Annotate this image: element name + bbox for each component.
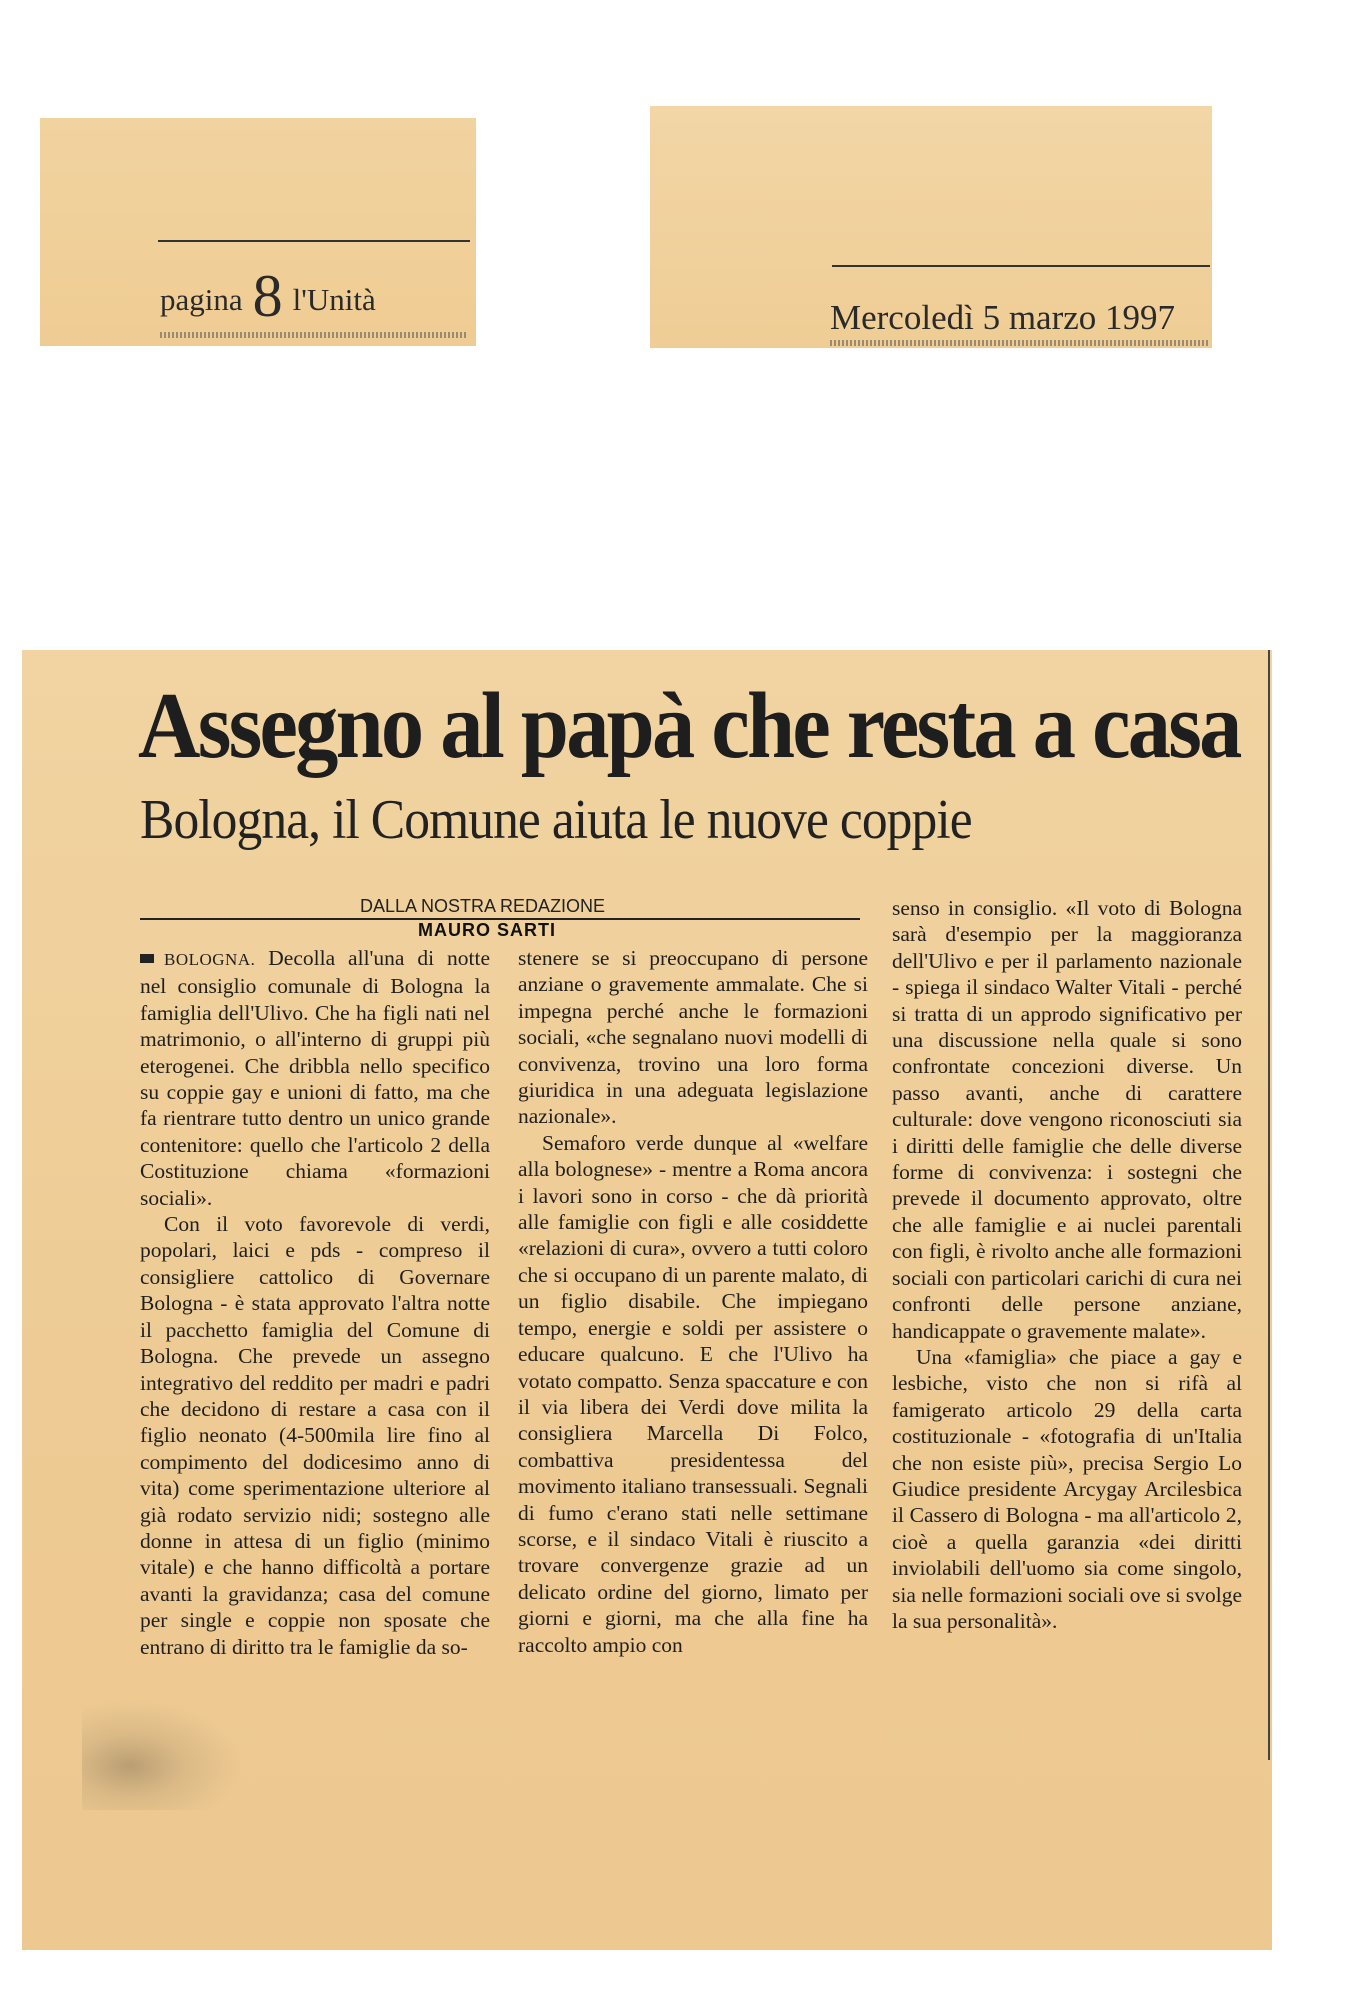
author-name: MAURO SARTI <box>418 920 556 940</box>
column-edge-rule <box>1268 650 1270 1760</box>
paper-stain <box>82 1700 242 1810</box>
paragraph: Con il voto favorevole di verdi, popolari, laici e pds - compreso il consigliere cattolico di Governare Bologna - è stata approvato l'altra notte il pacchetto famiglia del Comune di Bologna. Che prevede un assegno integrativo del reddito per madri e padri che decidono di restare a casa con il figlio neonato (4-500mila lire fino al compimento del dodicesimo anno di vita) come sperimentazione ulteriore al già rodato servizio nidi; sostegno alle donne in attesa di un figlio (minimo vitale) e che hanno difficoltà a portare avanti la gravidanza; casa del comune per single e coppie non sposate che entrano di diritto tra le famiglie da so- <box>140 1212 490 1659</box>
byline-label: DALLA NOSTRA REDAZIONE <box>360 896 606 916</box>
paragraph: Una «famiglia» che piace a gay e lesbiche, visto che non si rifà al famigerato articolo 29 della carta costituzionale - «fotografia di un'Italia che non esiste più», precisa Sergio Lo Giudice presidente Arcygay Arcilesbica il Cassero di Bologna - ma all'articolo 2, cioè a quella garanzia «dei diritti inviolabili dell'uomo sia come singolo, sia nelle formazioni sociali ove si svolge la sua personalità». <box>892 1344 1242 1633</box>
article-column-2 <box>518 945 868 1658</box>
subheadline: Bologna, il Comune aiuta le nuove coppie <box>140 789 972 851</box>
dateline: BOLOGNA. <box>164 950 256 969</box>
lead-text: Decolla all'una di notte nel consiglio comunale di Bologna la famiglia dell'Ulivo. Che ha figli nati nel matrimonio, o all'interno di gruppi più eterogenei. Che dribbla nello specifico su coppie gay e unioni di fatto, ma che fa rientrare tutto dentro un unico grande contenitore: quello che l'articolo 2 della Costituzione chiama «formazioni sociali». <box>140 946 490 1210</box>
paragraph: senso in consiglio. «Il voto di Bologna sarà d'esempio per la maggioranza dell'Ulivo e per il parlamento nazionale - spiega il sindaco Walter Vitali - perché si tratta di un approdo significativo per una discussione nella quale si sono confrontate concezioni diverse. Un passo avanti, anche di carattere culturale: dove vengono riconosciuti sia i diritti delle famiglie che delle diverse forme di convivenza: i sostegni che prevede il documento approvato, oltre che alle famiglie e ai nuclei parentali con figli, è rivolto anche alle formazioni sociali con particolari carichi di cura nei confronti delle persone anziane, handicappate o gravemente malate». <box>892 896 1242 1343</box>
newspaper-name: l'Unità <box>292 282 376 317</box>
date-hatch <box>830 340 1210 346</box>
publication-date: Mercoledì 5 marzo 1997 <box>830 298 1176 337</box>
page-number: 8 <box>252 263 283 329</box>
page-number-line <box>160 262 376 331</box>
header-rule <box>158 240 470 242</box>
header-hatch <box>160 332 466 338</box>
date-rule <box>832 265 1210 267</box>
paragraph: Semaforo verde dunque al «welfare alla bolognese» - mentre a Roma ancora i lavori sono in corso - che dà priorità alle famiglie con figli e alle cosiddette «relazioni di cura», ovvero a tutti coloro che si occupano di un parente malato, di un figlio disabile. Che impiegano tempo, energie e soldi per assistere o educare qualcuno. E che l'Ulivo ha votato compatto. Senza spaccature e con il via libera dei Verdi dove milita la consigliera Marcella Di Folco, combattiva presidentessa del movimento italiano transessuali. Segnali di fumo c'erano stati nelle settimane scorse, e il sindaco Vitali è riuscito a trovare convergenze grazie ad un delicato ordine del giorno, limato per giorni e giorni, ma che alla fine ha raccolto ampio con <box>518 1130 868 1657</box>
headline: Assegno al papà che resta a casa <box>138 674 1240 778</box>
page-word: pagina <box>160 282 243 317</box>
section-marker-icon <box>140 954 154 963</box>
paragraph: stenere se si preoccupano di persone anziane o gravemente ammalate. Che si impegna perché anche le formazioni sociali, «che segnalano nuovi modelli di convivenza, trovino una loro forma giuridica in una adeguata legislazione nazionale». <box>518 946 868 1129</box>
article-column-3 <box>892 895 1242 1634</box>
article-column-1 <box>140 945 490 1660</box>
lead-paragraph <box>140 945 490 1211</box>
